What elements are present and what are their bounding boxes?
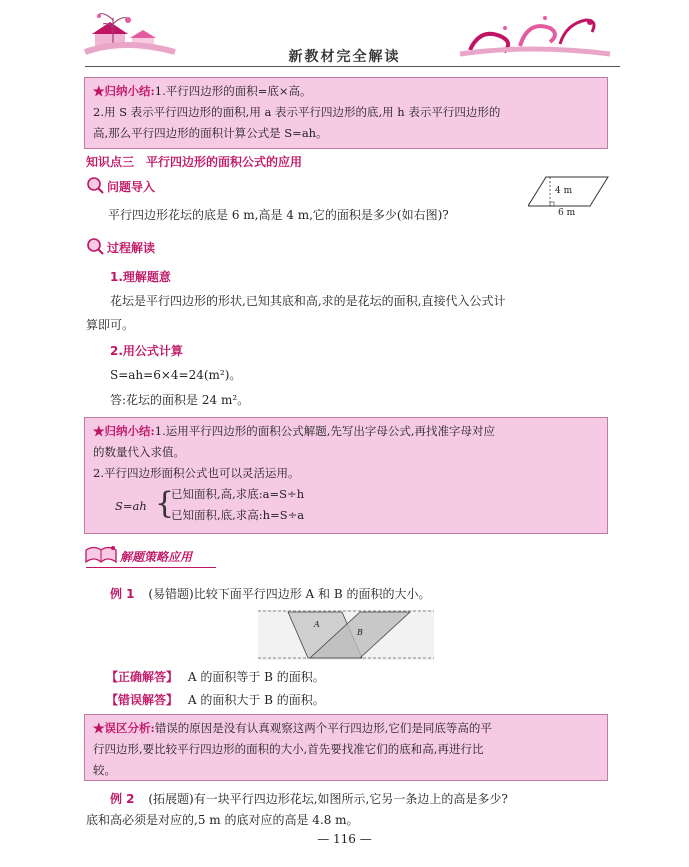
figure-height-label: 4 m [555, 186, 573, 196]
step-text: 花坛是平行四边形的形状,已知其底和高,求的是花坛的面积,直接代入公式计 [110, 294, 506, 308]
section-heading: 问题导入 [107, 180, 156, 194]
strategy-title: 解题策略应用 [120, 550, 193, 564]
formula-case: 已知面积,底,求高:h=S÷a [171, 508, 305, 522]
summary-label: ★归纳小结: [93, 424, 155, 438]
summary-box-2 [84, 417, 608, 534]
formula-left: S=ah [115, 499, 147, 513]
summary-line: 1.运用平行四边形的面积公式解题,先写出字母公式,再找准字母对应 [154, 424, 496, 438]
step-text: 算即可。 [86, 318, 135, 332]
knowledge-point-title: 知识点三 平行四边形的面积公式的应用 [86, 155, 303, 169]
shape-a-label: A [314, 620, 320, 629]
step-title: 1.理解题意 [110, 270, 171, 284]
shape-b-label: B [357, 628, 363, 637]
summary-line: 的数量代入求值。 [93, 445, 185, 459]
correct-answer-text: A 的面积等于 B 的面积。 [187, 670, 325, 684]
summary-line: 1.平行四边形的面积=底×高。 [154, 84, 312, 98]
wrong-answer-label: 【错误解答】 [106, 693, 179, 707]
summary-line: 2.用 S 表示平行四边形的面积,用 a 表示平行四边形的底,用 h 表示平行四边形的 [93, 105, 501, 119]
summary-box-1 [84, 77, 608, 149]
wrong-answer-text: A 的面积大于 B 的面积。 [187, 693, 325, 707]
example-label: 例 2 [110, 792, 135, 806]
magnifier-icon [86, 176, 104, 194]
book-icon [84, 544, 118, 566]
page-number: — 116 — [317, 832, 372, 846]
strategy-underline [86, 567, 216, 568]
formula-line: S=ah=6×4=24(m²)。 [110, 368, 242, 382]
magnifier-icon [86, 237, 104, 255]
parallelograms-ab-figure [258, 610, 434, 660]
summary-line: 高,那么平行四边形的面积计算公式是 S=ah。 [93, 126, 328, 140]
summary-line: 2.平行四边形面积公式也可以灵活运用。 [93, 466, 300, 480]
mistake-line: 行四边形,要比较平行四边形的面积的大小,首先要找准它们的底和高,再进行比 [93, 742, 484, 756]
section-heading: 过程解读 [107, 241, 156, 255]
example-text: 底和高必须是对应的,5 m 的底对应的高是 4.8 m。 [86, 813, 359, 827]
answer-line: 答:花坛的面积是 24 m²。 [110, 393, 250, 407]
formula-case: 已知面积,高,求底:a=S÷h [171, 487, 305, 501]
mistake-line: 错误的原因是没有认真观察这两个平行四边形,它们是同底等高的平 [154, 721, 492, 735]
example-text: (拓展题)有一块平行四边形花坛,如图所示,它另一条边上的高是多少? [148, 792, 508, 806]
example-label: 例 1 [110, 587, 135, 601]
intro-text: 平行四边形花坛的底是 6 m,高是 4 m,它的面积是多少(如右图)? [108, 208, 449, 222]
mistake-line: 较。 [93, 763, 116, 777]
correct-answer-label: 【正确解答】 [106, 670, 179, 684]
formula-brace-group [93, 484, 599, 528]
header-title: 新教材完全解读 [288, 49, 401, 65]
example-text: (易错题)比较下面平行四边形 A 和 B 的面积的大小。 [148, 587, 431, 601]
brace: { [155, 486, 175, 521]
summary-label: ★归纳小结: [93, 84, 155, 98]
step-title: 2.用公式计算 [110, 344, 183, 358]
mistake-label: ★误区分析: [93, 721, 155, 735]
mistake-analysis-box [84, 714, 608, 781]
figure-base-label: 6 m [558, 208, 576, 218]
header-rule [85, 66, 620, 67]
